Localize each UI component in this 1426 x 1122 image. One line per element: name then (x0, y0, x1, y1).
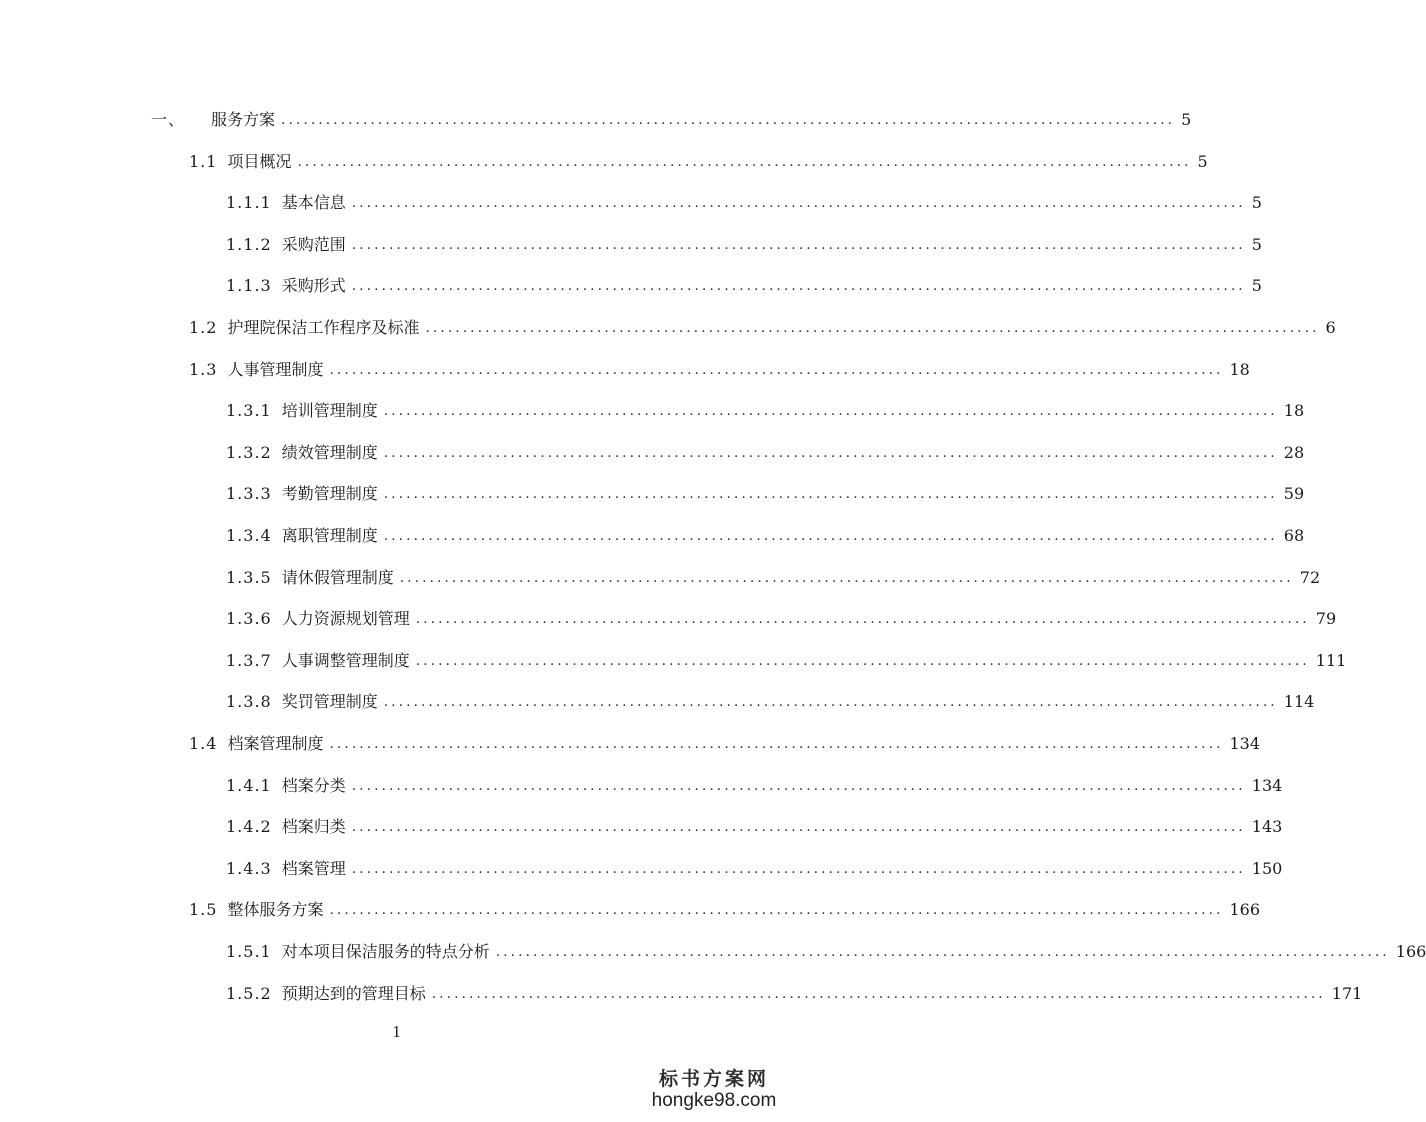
watermark-name: 标书方案网 (658, 1068, 769, 1090)
toc-entry-page: 166 (1395, 942, 1426, 961)
toc-entry-page: 72 (1299, 567, 1321, 587)
toc-entry[interactable] (226, 599, 1337, 629)
toc-entry-number: 1.3.2 (226, 442, 272, 462)
toc-entry-title: 档案归类 (281, 817, 346, 837)
toc-entry[interactable] (226, 682, 1315, 712)
toc-leader-dots: ........................................................................................................................ (351, 278, 1246, 295)
toc-leader-dots: ........................................................................................................................ (415, 611, 1310, 628)
toc-entry-title: 项目概况 (227, 151, 292, 171)
toc-entry-number: 1.1 (189, 151, 218, 171)
page-number: 1 (392, 1022, 401, 1041)
toc-entry-page: 79 (1315, 609, 1337, 629)
toc-entry-title: 预期达到的管理目标 (281, 983, 426, 1003)
toc-entry-number: 1.4.2 (226, 817, 272, 837)
toc-entry-title: 采购范围 (281, 234, 346, 254)
toc-entry[interactable] (226, 807, 1283, 837)
toc-leader-dots: ........................................................................................................................ (431, 985, 1326, 1002)
toc-entry-title: 档案分类 (281, 775, 346, 795)
toc-entry-title: 档案管理 (281, 858, 346, 878)
toc-entry-number: 1.3.5 (226, 567, 272, 587)
toc-leader-dots: ........................................................................................................................ (351, 777, 1246, 794)
toc-entry-number: 1.2 (189, 318, 218, 337)
toc-entry-page: 143 (1251, 817, 1283, 837)
toc-leader-dots: ........................................................................................................................ (383, 528, 1278, 544)
toc-leader-dots: ........................................................................................................................ (383, 403, 1278, 420)
toc-leader-dots: ........................................................................................................................ (329, 902, 1224, 919)
toc-entry-title: 离职管理制度 (281, 526, 378, 545)
toc-leader-dots: ........................................................................................................................ (329, 736, 1224, 752)
toc-entry-title: 绩效管理制度 (281, 442, 378, 462)
toc-entry[interactable] (226, 974, 1363, 1004)
toc-entry-title: 服务方案 (211, 110, 276, 129)
toc-leader-dots: ........................................................................................................................ (495, 944, 1390, 960)
toc-entry-title: 人力资源规划管理 (281, 609, 410, 629)
watermark-domain: hongke98.com (651, 1090, 777, 1111)
toc-leader-dots: ........................................................................................................................ (329, 361, 1224, 378)
toc-entry-number: 1.4.3 (226, 858, 272, 878)
toc-entry[interactable] (226, 766, 1283, 796)
toc-entry-page: 6 (1325, 318, 1336, 337)
toc-entry-number: 1.3 (189, 359, 218, 379)
toc-entry-page: 5 (1251, 276, 1262, 296)
toc-entry-number: 1.3.4 (226, 526, 272, 545)
toc-leader-dots: ........................................................................................................................ (351, 819, 1246, 836)
toc-entry-title: 护理院保洁工作程序及标准 (227, 318, 420, 337)
toc-entry-title: 基本信息 (281, 193, 346, 213)
toc-entry-page: 5 (1251, 234, 1262, 254)
toc-leader-dots: ........................................................................................................................ (383, 486, 1278, 503)
toc-entry-page: 18 (1229, 359, 1250, 379)
toc-entry-number: 1.5 (189, 900, 218, 920)
watermark (649, 1068, 779, 1112)
toc-entry-number: 1.4 (189, 734, 218, 753)
toc-entry-page: 5 (1251, 193, 1262, 213)
toc-entry[interactable] (151, 100, 1192, 130)
toc-entry-page: 5 (1181, 110, 1192, 129)
toc-leader-dots: ........................................................................................................................ (399, 569, 1294, 586)
toc-leader-dots: ........................................................................................................................ (383, 694, 1278, 711)
toc-entry[interactable] (189, 350, 1250, 380)
toc-entry-number: 1.5.1 (226, 942, 272, 961)
toc-entry-page: 59 (1283, 484, 1305, 504)
toc-entry-title: 人事调整管理制度 (281, 650, 410, 670)
toc-leader-dots: ........................................................................................................................ (297, 153, 1192, 170)
toc-entry-title: 档案管理制度 (227, 734, 324, 753)
toc-entry-number: 一、 (151, 110, 186, 129)
toc-entry[interactable] (226, 474, 1305, 504)
toc-entry-title: 请休假管理制度 (281, 567, 394, 587)
toc-entry-page: 150 (1251, 858, 1283, 878)
toc-entry[interactable] (226, 932, 1426, 962)
toc-entry-title: 奖罚管理制度 (281, 692, 378, 712)
toc-entry[interactable] (189, 890, 1261, 920)
toc-entry[interactable] (226, 433, 1305, 463)
toc-entry-title: 考勤管理制度 (281, 484, 378, 504)
toc-entry[interactable] (226, 516, 1305, 546)
toc-entry-page: 134 (1229, 734, 1261, 753)
toc-entry-number: 1.1.3 (226, 276, 272, 296)
toc-entry[interactable] (226, 225, 1262, 255)
toc-entry-number: 1.5.2 (226, 983, 272, 1003)
toc-entry-number: 1.3.6 (226, 609, 272, 629)
toc-entry[interactable] (189, 142, 1208, 172)
toc-entry-page: 68 (1283, 526, 1305, 545)
toc-leader-dots: ........................................................................................................................ (351, 236, 1246, 253)
toc-entry-title: 整体服务方案 (227, 900, 324, 920)
toc-entry[interactable] (226, 391, 1305, 421)
toc-entry-page: 114 (1283, 692, 1315, 712)
toc-entry[interactable] (189, 308, 1336, 338)
toc-entry-number: 1.4.1 (226, 775, 272, 795)
toc-entry[interactable] (226, 849, 1283, 879)
toc-entry-number: 1.3.1 (226, 401, 272, 421)
toc-leader-dots: ........................................................................................................................ (351, 860, 1246, 877)
toc-entry-page: 134 (1251, 775, 1283, 795)
toc-entry[interactable] (226, 641, 1347, 671)
toc-leader-dots: ........................................................................................................................ (425, 320, 1320, 336)
toc-entry-number: 1.3.3 (226, 484, 272, 504)
toc-entry-title: 对本项目保洁服务的特点分析 (281, 942, 490, 961)
toc-entry[interactable] (189, 724, 1261, 754)
toc-entry[interactable] (226, 558, 1321, 588)
toc-leader-dots: ........................................................................................................................ (351, 195, 1246, 212)
toc-entry[interactable] (226, 183, 1262, 213)
toc-entry-number: 1.3.7 (226, 650, 272, 670)
toc-entry-page: 171 (1331, 983, 1363, 1003)
toc-entry-page: 18 (1283, 401, 1305, 421)
toc-leader-dots: ........................................................................................................................ (415, 652, 1310, 669)
toc-entry-number: 1.1.2 (226, 234, 272, 254)
toc-entry-number: 1.1.1 (226, 193, 272, 213)
toc-entry[interactable] (226, 266, 1262, 296)
toc-entry-page: 111 (1315, 650, 1347, 670)
toc-leader-dots: ........................................................................................................................ (281, 112, 1176, 128)
toc-entry-title: 培训管理制度 (281, 401, 378, 421)
toc-leader-dots: ........................................................................................................................ (383, 444, 1278, 461)
toc-entry-title: 人事管理制度 (227, 359, 324, 379)
toc-entry-page: 166 (1229, 900, 1261, 920)
toc-entry-page: 5 (1197, 151, 1208, 171)
toc-entry-title: 采购形式 (281, 276, 346, 296)
toc-entry-page: 28 (1283, 442, 1305, 462)
toc-entry-number: 1.3.8 (226, 692, 272, 712)
